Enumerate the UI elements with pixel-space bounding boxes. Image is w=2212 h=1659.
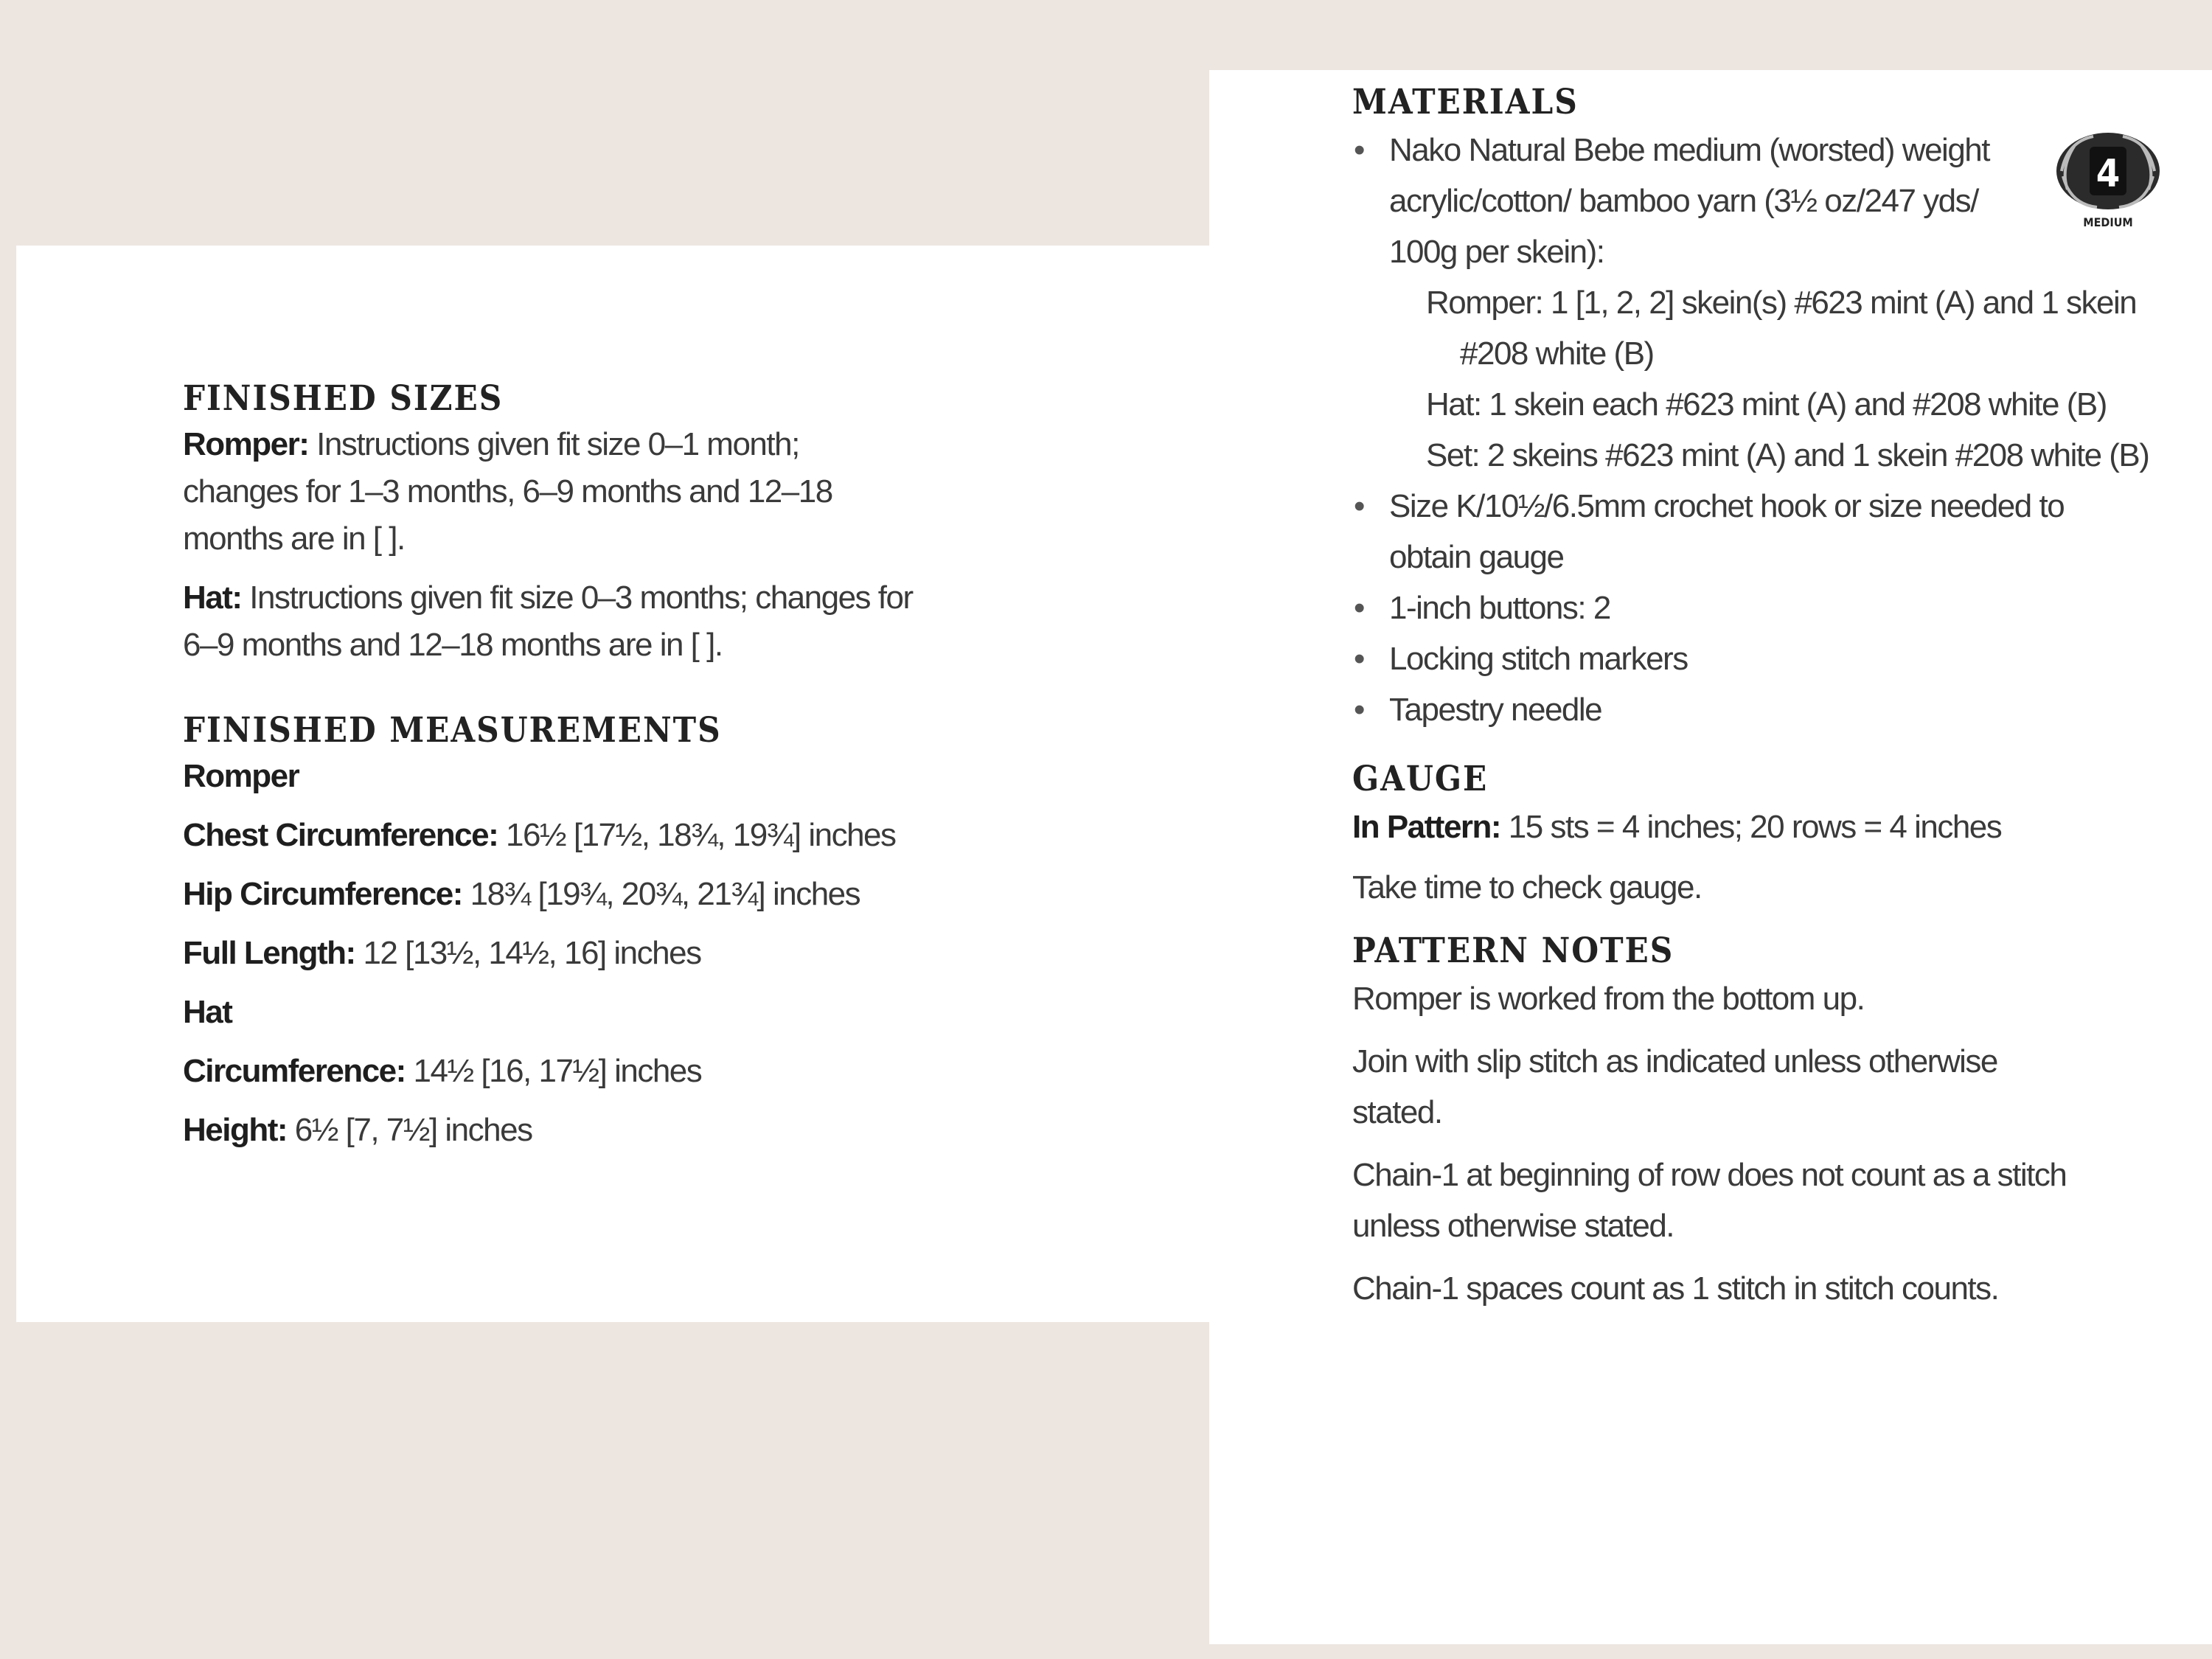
hook-item: Size K/10½/6.5mm crochet hook or size needed to obtain gauge xyxy=(1389,488,2065,575)
gauge-note: Take time to check gauge. xyxy=(1352,869,1702,905)
yarn-weight-label: MEDIUM xyxy=(2083,215,2133,229)
list-item xyxy=(1352,633,2163,684)
pattern-note-3: Chain-1 at beginning of row does not count as a stitch unless otherwise stated. xyxy=(1352,1157,2067,1244)
gauge-label: In Pattern: xyxy=(1352,809,1501,845)
markers-item: Locking stitch markers xyxy=(1389,641,1688,677)
gauge-value: 15 sts = 4 inches; 20 rows = 4 inches xyxy=(1500,809,2002,845)
bullet-icon: • xyxy=(1354,488,1364,524)
gauge-text xyxy=(1352,801,2163,852)
left-column xyxy=(183,377,920,1154)
materials-heading: MATERIALS xyxy=(1352,82,1579,122)
length-value: 12 [13½, 14½, 16] inches xyxy=(355,935,701,971)
hat-size-value: Instructions given fit size 0–3 months; changes for 6–9 months and 12–18 months are in [ ]. xyxy=(183,580,913,663)
list-item xyxy=(1352,684,2163,735)
hat-size-label: Hat: xyxy=(183,580,242,616)
pattern-note-4: Chain-1 spaces count as 1 stitch in stitch counts. xyxy=(1352,1270,1999,1307)
yarn-hat-item: Hat: 1 skein each #623 mint (A) and #208 white (B) xyxy=(1426,386,2107,422)
yarn-romper-item: Romper: 1 [1, 2, 2] skein(s) #623 mint (A) and 1 skein #208 white (B) xyxy=(1426,285,2137,372)
hat-size-text xyxy=(183,574,920,669)
hat-circumference-value: 14½ [16, 17½] inches xyxy=(405,1053,702,1089)
bullet-icon: • xyxy=(1354,132,1364,168)
romper-size-label: Romper: xyxy=(183,426,309,462)
bullet-icon: • xyxy=(1354,590,1364,626)
buttons-item: 1-inch buttons: 2 xyxy=(1389,590,1610,626)
romper-size-value: Instructions given fit size 0–1 month; changes for 1–3 months, 6–9 months and 12–18 months are in [ ]. xyxy=(183,426,832,557)
bullet-icon: • xyxy=(1354,692,1364,728)
hat-circumference-measurement xyxy=(183,1048,920,1095)
materials-list xyxy=(1352,125,2163,735)
hip-value: 18¾ [19¾, 20¾, 21¾] inches xyxy=(462,876,860,912)
finished-measurements-heading: FINISHED MEASUREMENTS xyxy=(183,710,722,751)
right-page-panel xyxy=(1209,70,2212,1644)
hip-measurement xyxy=(183,871,920,918)
hat-height-measurement xyxy=(183,1107,920,1154)
finished-sizes-heading: FINISHED SIZES xyxy=(183,378,504,419)
bullet-icon: • xyxy=(1354,641,1364,677)
chest-measurement xyxy=(183,812,920,859)
list-item xyxy=(1352,582,2163,633)
length-measurement xyxy=(183,930,920,977)
list-item xyxy=(1352,125,2163,481)
right-column xyxy=(1352,80,2163,1314)
chest-value: 16½ [17½, 18¾, 19¾] inches xyxy=(498,817,896,853)
hat-height-label: Height: xyxy=(183,1112,288,1148)
left-page-panel xyxy=(16,246,1209,1322)
chest-label: Chest Circumference: xyxy=(183,817,498,853)
yarn-weight-number: 4 xyxy=(2096,152,2121,196)
length-label: Full Length: xyxy=(183,935,355,971)
pattern-notes-heading: PATTERN NOTES xyxy=(1352,931,1674,971)
pattern-note-2: Join with slip stitch as indicated unless otherwise stated. xyxy=(1352,1043,1997,1130)
romper-subheading: Romper xyxy=(183,758,299,794)
hip-label: Hip Circumference: xyxy=(183,876,462,912)
yarn-set-item: Set: 2 skeins #623 mint (A) and 1 skein #208 white (B) xyxy=(1426,437,2149,473)
yarn-description: Nako Natural Bebe medium (worsted) weight acrylic/cotton/ bamboo yarn (3½ oz/247 yds/ 100g per skein): xyxy=(1389,132,1989,270)
hat-circumference-label: Circumference: xyxy=(183,1053,406,1089)
hat-subheading: Hat xyxy=(183,994,232,1030)
hat-height-value: 6½ [7, 7½] inches xyxy=(287,1112,532,1148)
pattern-note-1: Romper is worked from the bottom up. xyxy=(1352,981,1865,1017)
needle-item: Tapestry needle xyxy=(1389,692,1602,728)
list-item xyxy=(1352,481,2163,582)
romper-size-text xyxy=(183,421,920,563)
gauge-heading: GAUGE xyxy=(1352,759,1489,799)
